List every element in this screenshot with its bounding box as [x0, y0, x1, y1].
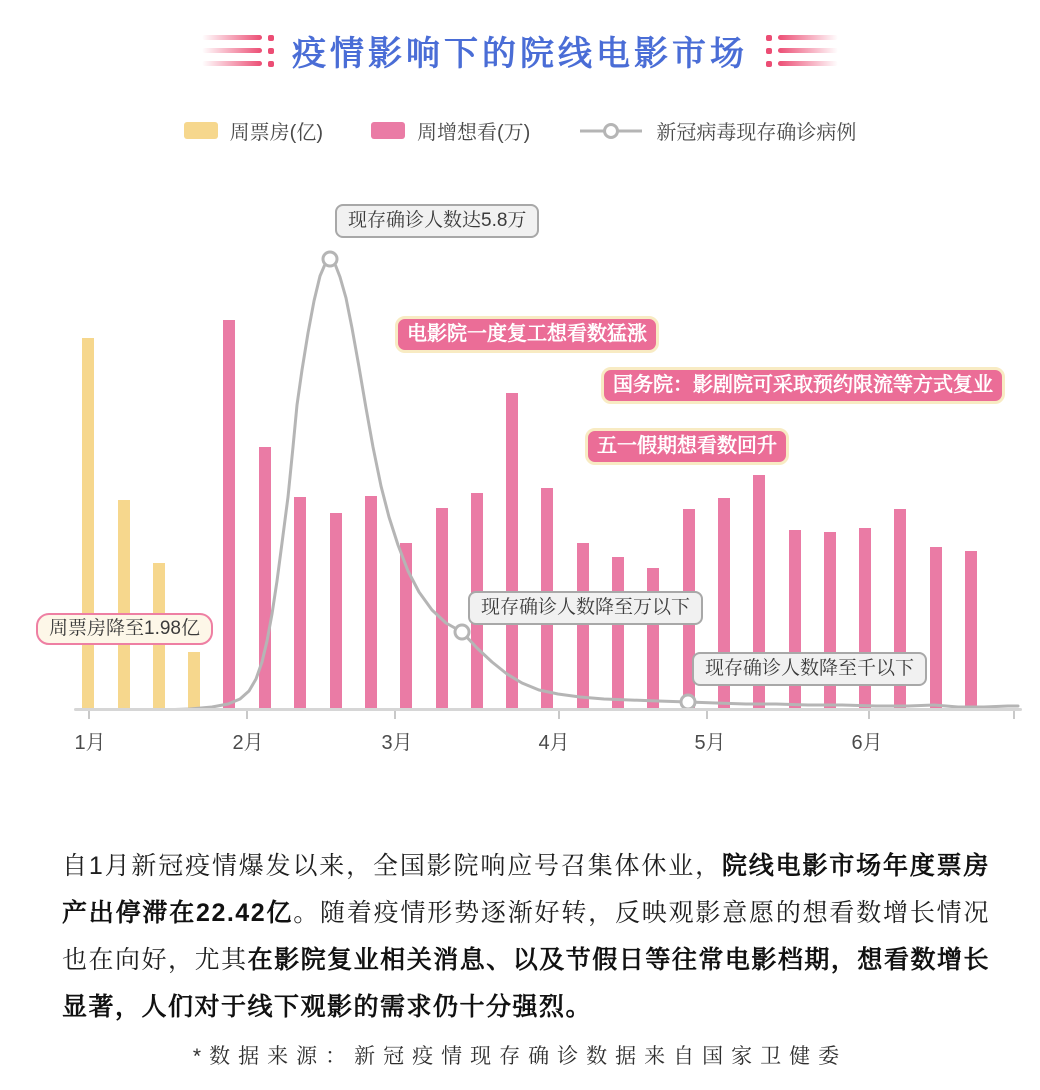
- annotation-label: 五一假期想看数回升: [585, 428, 789, 465]
- bar-pink-bar: [330, 513, 342, 710]
- bar-pink-bar: [647, 568, 659, 710]
- speed-lines-right-icon: [762, 29, 840, 73]
- bar-pink-bar: [223, 320, 235, 710]
- pink-bar-swatch-icon: [371, 122, 405, 139]
- bar-pink-bar: [506, 393, 518, 710]
- summary-paragraph: [62, 843, 990, 1031]
- x-axis-tick: [558, 711, 560, 719]
- annotation-label: 现存确诊人数降至万以下: [468, 591, 703, 625]
- bar-pink-bar: [294, 497, 306, 710]
- legend-item-box-office: [184, 116, 323, 145]
- annotation-label: 现存确诊人数降至千以下: [692, 652, 927, 686]
- month-label: 1月: [74, 732, 106, 754]
- bar-yellow-bar: [188, 652, 200, 710]
- bar-yellow-bar: [118, 500, 130, 710]
- month-label: 6月: [851, 732, 883, 754]
- page-title: 疫情影响下的院线电影市场: [292, 35, 748, 73]
- combo-chart: [0, 170, 1040, 754]
- title-row: [0, 26, 1040, 75]
- month-label: 3月: [381, 732, 413, 754]
- legend-label: 周增想看(万): [417, 122, 531, 144]
- bar-pink-bar: [965, 551, 977, 710]
- annotation-label: 国务院：影剧院可采取预约限流等方式复业: [601, 367, 1005, 404]
- legend-item-want-to-watch: [371, 116, 530, 145]
- data-source-footnote: *数据来源：新冠疫情现存确诊数据来自国家卫健委: [192, 1045, 848, 1068]
- chart-legend: [0, 116, 1040, 145]
- bar-pink-bar: [365, 496, 377, 710]
- paragraph-segment: 自1月新冠疫情爆发以来，全国影院响应号召集体休业，: [62, 852, 722, 880]
- x-axis-tick: [1013, 711, 1015, 719]
- x-axis-tick: [246, 711, 248, 719]
- paragraph-bold-segment: 院线电影市场年度票房产出停滞在22.42亿: [62, 852, 990, 927]
- legend-label: 周票房(亿): [229, 122, 323, 144]
- month-label: 2月: [232, 732, 264, 754]
- annotation-label: 周票房降至1.98亿: [36, 613, 213, 645]
- covid-line-marker: [455, 625, 469, 639]
- bar-pink-bar: [930, 547, 942, 710]
- bar-pink-bar: [577, 543, 589, 710]
- bar-pink-bar: [436, 508, 448, 710]
- bar-pink-bar: [259, 447, 271, 710]
- legend-item-covid-cases: [578, 116, 856, 145]
- line-marker-swatch-icon: [578, 122, 644, 140]
- x-axis-tick: [706, 711, 708, 719]
- month-label: 4月: [538, 732, 570, 754]
- annotation-label: 电影院一度复工想看数猛涨: [395, 316, 659, 353]
- speed-lines-left-icon: [200, 29, 278, 73]
- bar-yellow-bar: [82, 338, 94, 710]
- month-label: 5月: [694, 732, 726, 754]
- yellow-bar-swatch-icon: [184, 122, 218, 139]
- x-axis-line: [74, 708, 1022, 711]
- x-axis-tick: [868, 711, 870, 719]
- bar-pink-bar: [612, 557, 624, 710]
- covid-line-marker: [323, 252, 337, 266]
- x-axis-tick: [88, 711, 90, 719]
- paragraph-bold-segment: 在影院复业相关消息、以及节假日等往常电影档期，想看数增长显著，人们对于线下观影的需求仍十分强烈。: [62, 946, 990, 1021]
- x-axis-tick: [394, 711, 396, 719]
- bar-pink-bar: [400, 543, 412, 710]
- paragraph-segment: 。随着疫情形势逐渐好转，反映观影意愿的想看数增长情况也在向好，尤其: [62, 899, 990, 974]
- annotation-label: 现存确诊人数达5.8万: [335, 204, 539, 238]
- legend-label: 新冠病毒现存确诊病例: [656, 122, 857, 144]
